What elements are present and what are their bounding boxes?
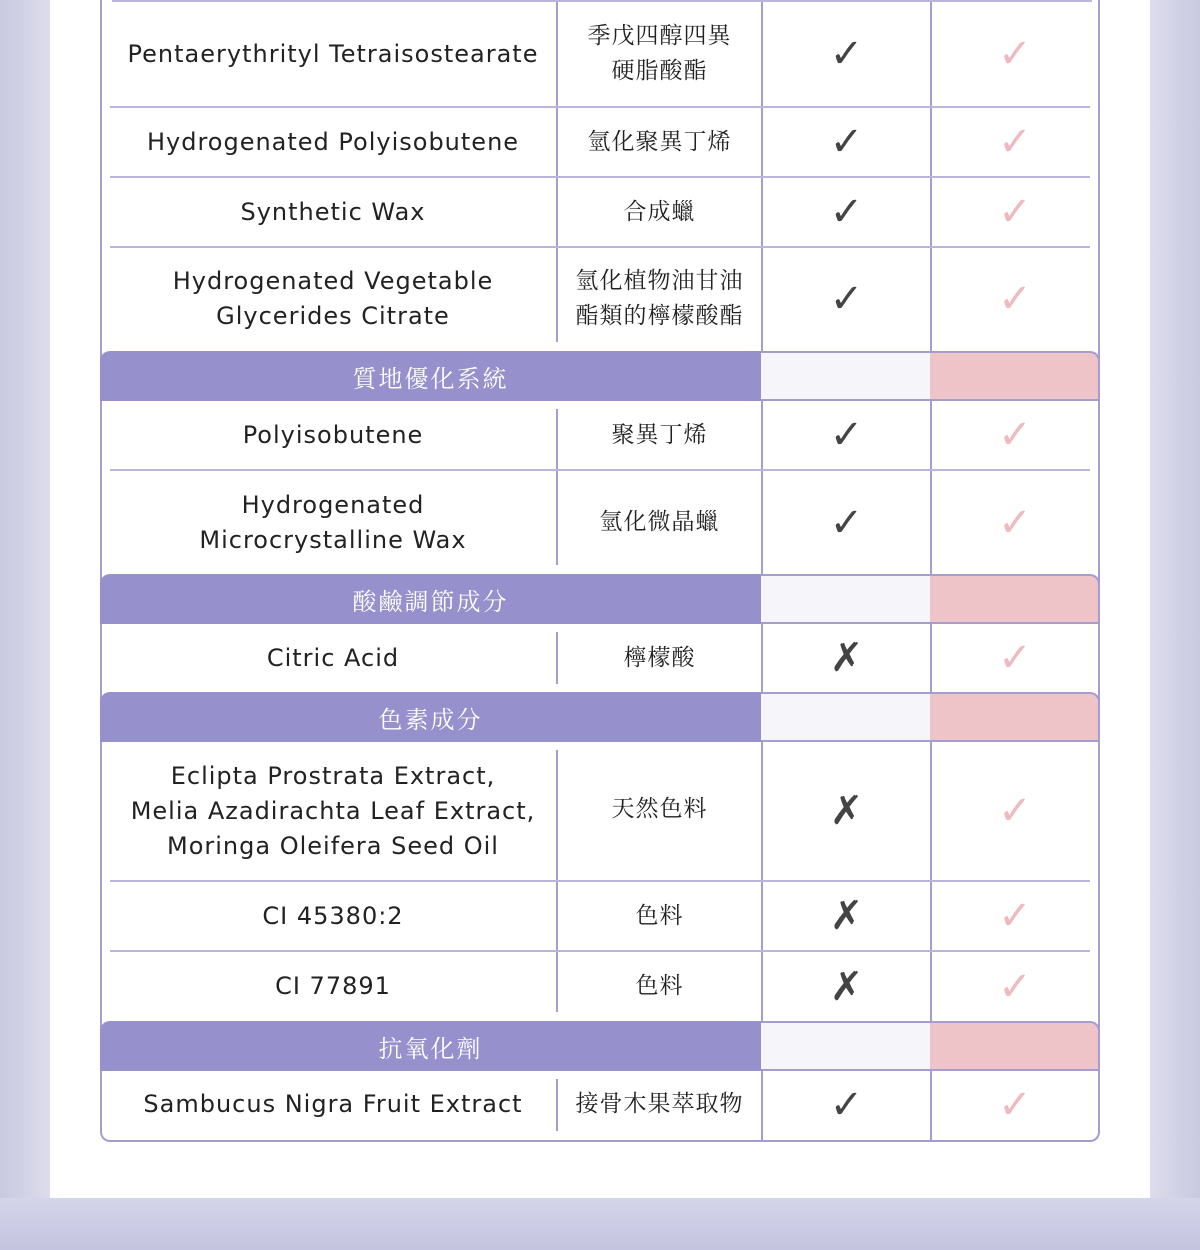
check-mark-icon: ✓ [998, 788, 1032, 834]
table-row [102, 178, 1098, 246]
ingredient-name-en: Eclipta Prostrata Extract, Melia Azadirachta Leaf Extract, Moringa Oleifera Seed Oil [130, 761, 536, 860]
ingredient-name-en: Hydrogenated Microcrystalline Wax [199, 490, 467, 554]
check-mark-icon: ✓ [829, 119, 864, 165]
section-cell-pink [930, 574, 1100, 624]
cross-mark-icon: ✗ [829, 635, 864, 681]
section-cell-blank [761, 692, 930, 742]
check-mark-icon: ✓ [998, 963, 1032, 1010]
section-cell-pink [930, 351, 1100, 401]
check-mark-icon: ✓ [998, 412, 1032, 458]
ingredient-name-zh: 天然色料 [611, 796, 708, 822]
table-row [102, 248, 1098, 350]
ingredient-name-en: Citric Acid [266, 643, 400, 672]
section-title: 色素成分 [100, 692, 761, 742]
ingredient-name-zh: 接骨木果萃取物 [575, 1091, 744, 1117]
ingredient-name-en: Hydrogenated Polyisobutene [146, 127, 520, 156]
ingredient-name-en: Hydrogenated Vegetable Glycerides Citrate [172, 267, 494, 330]
check-mark-icon: ✓ [998, 893, 1032, 939]
check-mark-icon: ✓ [829, 276, 864, 322]
section-header [100, 692, 1100, 742]
ingredient-name-en: CI 45380:2 [262, 901, 404, 930]
table-row [102, 471, 1098, 574]
table-row [102, 401, 1098, 469]
check-mark-icon: ✓ [829, 189, 864, 235]
check-mark-icon: ✓ [829, 31, 864, 77]
ingredient-name-zh: 氫化聚異丁烯 [587, 128, 732, 155]
ingredient-name-zh: 季戊四醇四異 硬脂酸酯 [587, 23, 732, 84]
table-row [102, 952, 1098, 1021]
check-mark-icon: ✓ [829, 499, 864, 546]
check-mark-icon: ✓ [998, 1081, 1032, 1128]
section-cell-pink [930, 1021, 1100, 1071]
ingredient-name-en: Synthetic Wax [240, 197, 426, 226]
check-mark-icon: ✓ [829, 412, 864, 458]
table-row [102, 742, 1098, 880]
section-header [100, 351, 1100, 401]
check-mark-icon: ✓ [998, 635, 1032, 681]
check-mark-icon: ✓ [998, 276, 1032, 322]
section-cell-blank [761, 574, 930, 624]
ingredient-table [100, 0, 1100, 1142]
section-cell-pink [930, 692, 1100, 742]
check-mark-icon: ✓ [998, 189, 1032, 235]
ingredient-name-en: Sambucus Nigra Fruit Extract [143, 1090, 523, 1118]
table-row [102, 624, 1098, 692]
table-row [102, 1071, 1098, 1138]
ingredient-name-zh: 聚異丁烯 [611, 421, 708, 448]
section-title: 質地優化系統 [100, 351, 761, 401]
ingredient-name-en: Pentaerythrityl Tetraisostearate [127, 39, 539, 68]
section-title: 抗氧化劑 [100, 1021, 761, 1071]
ingredient-name-zh: 氫化植物油甘油 酯類的檸檬酸酯 [575, 268, 744, 329]
section-cell-blank [761, 1021, 930, 1071]
section-header [100, 574, 1100, 624]
table-row [102, 108, 1098, 176]
table-row [102, 882, 1098, 950]
ingredient-name-zh: 氫化微晶蠟 [599, 509, 720, 535]
section-cell-blank [761, 351, 930, 401]
cross-mark-icon: ✗ [829, 788, 864, 834]
cross-mark-icon: ✗ [829, 963, 864, 1010]
section-title: 酸鹼調節成分 [100, 574, 761, 624]
ingredient-name-zh: 檸檬酸 [623, 644, 696, 671]
check-mark-icon: ✓ [998, 31, 1032, 77]
table-row [102, 2, 1098, 106]
cross-mark-icon: ✗ [829, 893, 864, 939]
ingredient-name-zh: 合成蠟 [623, 198, 696, 225]
bottom-background [0, 1198, 1200, 1250]
ingredient-name-zh: 色料 [635, 902, 684, 929]
ingredient-name-en: CI 77891 [275, 972, 391, 1000]
ingredient-name-en: Polyisobutene [242, 420, 424, 449]
check-mark-icon: ✓ [998, 119, 1032, 165]
check-mark-icon: ✓ [998, 499, 1032, 546]
section-header [100, 1021, 1100, 1071]
check-mark-icon: ✓ [829, 1081, 864, 1128]
ingredient-name-zh: 色料 [635, 973, 684, 999]
